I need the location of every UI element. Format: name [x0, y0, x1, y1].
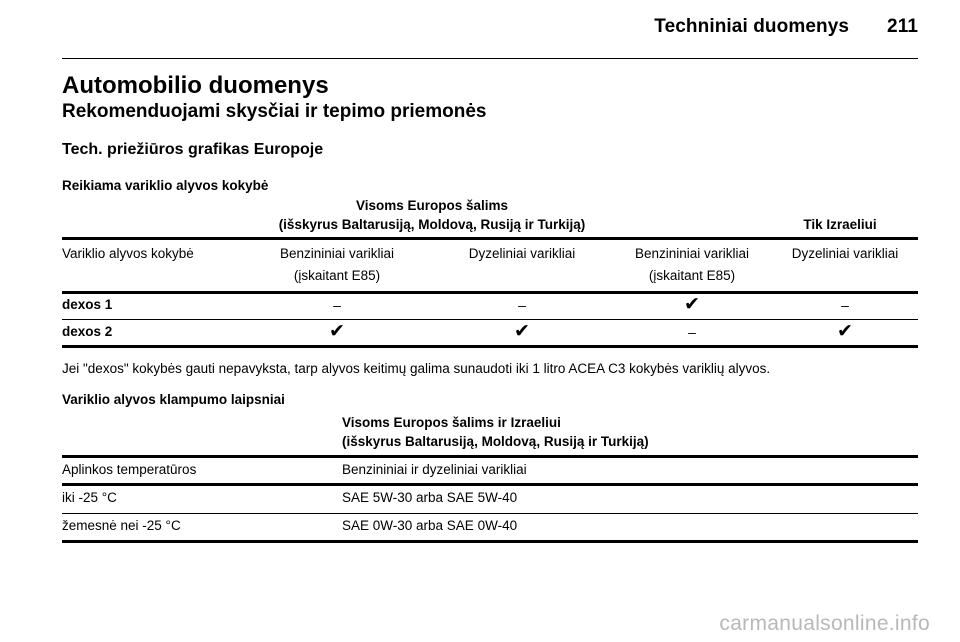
check-icon: ✔ [837, 321, 853, 342]
viscosity-label: Variklio alyvos klampumo laipsniai [62, 392, 285, 407]
column-header-temperature: Aplinkos temperatūros [62, 462, 197, 477]
viscosity-row-grade: SAE 0W-30 arba SAE 0W-40 [342, 518, 518, 533]
column-header-engines: Benzininiai ir dyzeliniai varikliai [342, 462, 527, 477]
column-header-diesel-israel: Dyzeliniai varikliai [791, 246, 899, 261]
section-heading: Tech. priežiūros grafikas Europoje [62, 141, 324, 158]
group-europe-line1: Visoms Europos šalims [355, 198, 509, 213]
group-europe-header [242, 196, 622, 234]
table-rule [62, 540, 918, 543]
table-rule [62, 483, 918, 486]
oil-note: Jei "dexos" kokybės gauti nepavyksta, tarp alyvos keitimų galima sunaudoti iki 1 litro ACEA C3 kokybės variklių alyvos. [62, 361, 771, 376]
dash-mark: – [518, 297, 526, 313]
table-row-divider [62, 319, 918, 320]
page-header [654, 16, 918, 38]
table-rule [62, 237, 918, 240]
dash-mark: – [688, 324, 696, 340]
column-header-petrol-israel [602, 243, 782, 287]
viscosity-table [62, 410, 918, 544]
table-rule [62, 345, 918, 348]
page-subtitle: Rekomenduojami skysčiai ir tepimo priemonės [62, 101, 487, 122]
viscosity-row-grade: SAE 5W-30 arba SAE 5W-40 [342, 490, 518, 505]
dash-mark: – [333, 297, 341, 313]
check-icon: ✔ [684, 294, 700, 315]
column-header-quality: Variklio alyvos kokybė [62, 246, 194, 261]
column-header-line1: Benzininiai varikliai [279, 246, 395, 261]
viscosity-group-header [342, 413, 862, 451]
group-israel-header: Tik Izraeliui [803, 217, 877, 232]
header-divider [62, 58, 918, 59]
row-label-dexos1: dexos 1 [62, 297, 113, 312]
column-header-diesel-europe: Dyzeliniai varikliai [468, 246, 576, 261]
column-header-petrol-europe [242, 243, 432, 287]
column-header-line1: Benzininiai varikliai [634, 246, 750, 261]
table-row-divider [62, 513, 918, 514]
watermark: carmanualsonline.info [719, 612, 930, 635]
check-icon: ✔ [329, 321, 345, 342]
column-header-line2: (įskaitant E85) [648, 268, 736, 283]
viscosity-row-temperature: žemesnė nei -25 °C [62, 518, 181, 533]
group-europe-line2: (išskyrus Baltarusiją, Moldovą, Rusiją ir Turkiją) [278, 217, 586, 232]
oil-quality-label: Reikiama variklio alyvos kokybė [62, 178, 269, 193]
oil-quality-table [62, 196, 918, 346]
page-number: 211 [887, 16, 918, 37]
viscosity-row-temperature: iki -25 °C [62, 490, 117, 505]
section-title: Techniniai duomenys [654, 16, 850, 37]
dash-mark: – [841, 297, 849, 313]
table-rule [62, 455, 918, 458]
viscosity-group-line1: Visoms Europos šalims ir Izraeliui [342, 415, 561, 430]
viscosity-group-line2: (išskyrus Baltarusiją, Moldovą, Rusiją ir Turkiją) [342, 434, 649, 449]
row-label-dexos2: dexos 2 [62, 324, 113, 339]
page-title: Automobilio duomenys [62, 72, 329, 99]
column-header-line2: (įskaitant E85) [293, 268, 381, 283]
check-icon: ✔ [514, 321, 530, 342]
